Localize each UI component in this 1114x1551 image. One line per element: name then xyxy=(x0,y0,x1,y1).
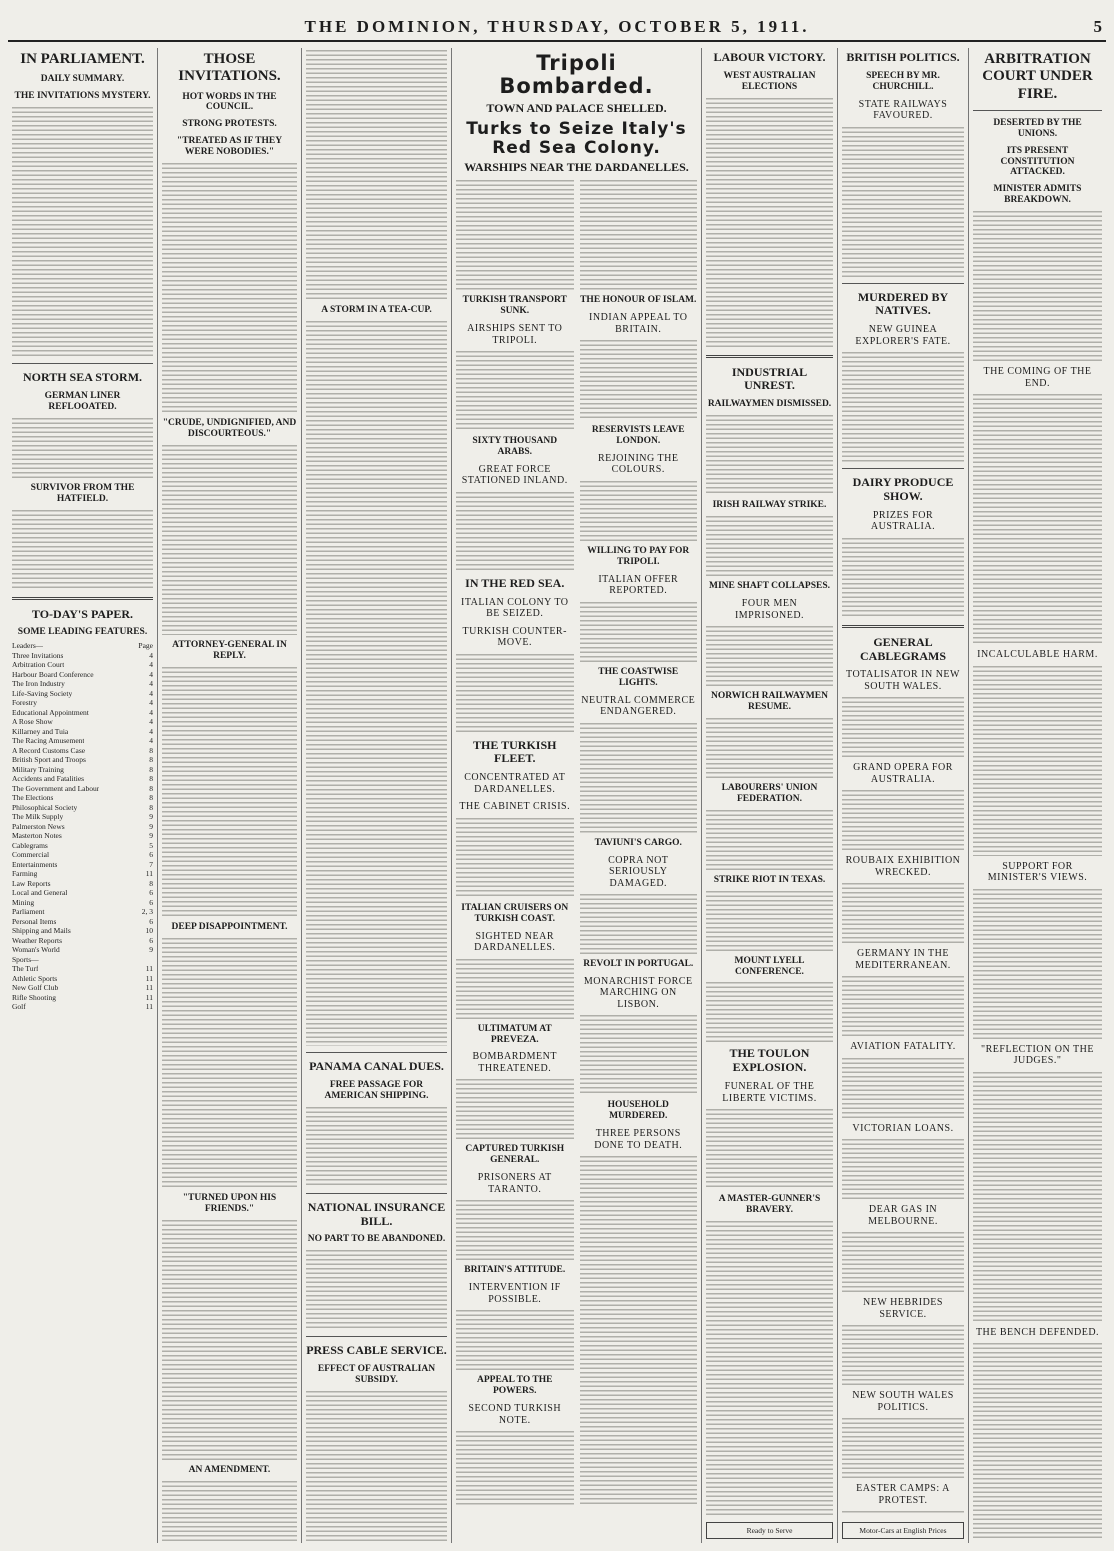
contents-page: 11 xyxy=(145,983,153,993)
subhead-rejoining: REJOINING THE COLOURS. xyxy=(598,452,679,476)
column-7 xyxy=(969,48,1106,1543)
subhead-intervention: INTERVENTION IF POSSIBLE. xyxy=(468,1282,561,1305)
article-text xyxy=(306,50,447,300)
headline-todays-paper: TO-DAY'S PAPER. xyxy=(31,606,134,621)
article-text xyxy=(306,321,447,1046)
article-text xyxy=(842,790,964,850)
subhead-three-persons: THREE PERSONS DONE TO DEATH. xyxy=(594,1128,683,1151)
subhead-survivor: SURVIVOR FROM THE HATFIELD. xyxy=(30,482,135,504)
contents-page: 11 xyxy=(145,1002,153,1012)
subhead-counter-move: TURKISH COUNTER-MOVE. xyxy=(462,625,567,649)
contents-title: Arbitration Court xyxy=(12,660,65,670)
subhead-second-note: SECOND TURKISH NOTE. xyxy=(468,1403,562,1426)
contents-page: 4 xyxy=(149,660,153,670)
subhead-colony-seized: ITALIAN COLONY TO BE SEIZED. xyxy=(460,596,569,620)
subhead-britains-attitude: BRITAIN'S ATTITUDE. xyxy=(464,1265,566,1276)
contents-row xyxy=(12,993,153,1003)
subhead-strong-protests: STRONG PROTESTS. xyxy=(182,119,277,130)
subhead-german-liner: GERMAN LINER REFLOOATED. xyxy=(44,390,121,412)
headline-murdered-natives: MURDERED BY NATIVES. xyxy=(857,289,949,318)
subhead-airships: AIRSHIPS SENT TO TRIPOLI. xyxy=(467,323,563,346)
subhead-sighted: SIGHTED NEAR DARDANELLES. xyxy=(474,930,556,954)
contents-title: Military Training xyxy=(12,764,64,774)
contents-row xyxy=(12,651,153,661)
contents-page: 11 xyxy=(145,964,153,974)
subhead-hot-words: HOT WORDS IN THE COUNCIL. xyxy=(182,91,277,113)
contents-list xyxy=(12,641,153,1543)
subhead-aviation: AVIATION FATALITY. xyxy=(850,1041,956,1053)
subhead-free-passage: FREE PASSAGE FOR AMERICAN SHIPPING. xyxy=(324,1080,429,1101)
article-text xyxy=(162,163,297,413)
contents-title: The Turf xyxy=(12,964,39,974)
subhead-dear-gas: DEAR GAS IN MELBOURNE. xyxy=(868,1204,938,1227)
subhead-leading-features: SOME LEADING FEATURES. xyxy=(17,627,148,638)
contents-row xyxy=(12,717,153,727)
contents-row xyxy=(12,698,153,708)
article-text xyxy=(973,1343,1102,1541)
subhead-totalisator: TOTALISATOR IN NEW SOUTH WALES. xyxy=(846,669,960,692)
article-text xyxy=(706,516,833,576)
subhead-strike-texas: STRIKE RIOT IN TEXAS. xyxy=(713,874,826,885)
subhead-mine-shaft: MINE SHAFT COLLAPSES. xyxy=(709,581,830,592)
contents-page: 8 xyxy=(149,783,153,793)
article-text xyxy=(580,723,698,833)
article-text xyxy=(842,976,964,1036)
contents-title: Local and General xyxy=(12,888,68,898)
contents-row xyxy=(12,822,153,832)
article-text xyxy=(842,538,964,618)
contents-page: 2, 3 xyxy=(141,907,153,917)
article-text xyxy=(842,1418,964,1478)
headline-tripoli-bombarded: Tripoli Bombarded. xyxy=(499,51,654,99)
article-text xyxy=(706,718,833,778)
article-text xyxy=(842,1139,964,1199)
contents-page: 8 xyxy=(149,755,153,765)
subhead-turned-upon-friends: "TURNED UPON HIS FRIENDS." xyxy=(182,1192,277,1214)
article-text xyxy=(580,340,698,420)
contents-row xyxy=(12,860,153,870)
subhead-four-men: FOUR MEN IMPRISONED. xyxy=(734,598,805,621)
contents-page: 8 xyxy=(149,802,153,812)
headline-british-politics: BRITISH POLITICS. xyxy=(846,50,960,64)
article-text xyxy=(456,654,574,734)
contents-row xyxy=(12,898,153,908)
page-columns xyxy=(8,48,1106,1543)
contents-row xyxy=(12,955,153,965)
article-text xyxy=(456,1079,574,1139)
subhead-appeal-powers: APPEAL TO THE POWERS. xyxy=(477,1375,553,1397)
contents-page: 6 xyxy=(149,888,153,898)
contents-row xyxy=(12,917,153,927)
article-text xyxy=(706,891,833,951)
article-text xyxy=(162,1220,297,1461)
contents-page: 9 xyxy=(149,945,153,955)
masthead-title: THE DOMINION, THURSDAY, OCTOBER 5, 1911. xyxy=(304,17,810,36)
headline-turks-seize-colony: Turks to Seize Italy's Red Sea Colony. xyxy=(466,118,687,158)
contents-title: Farming xyxy=(12,869,38,879)
article-text xyxy=(842,1325,964,1385)
contents-title: Leaders— xyxy=(12,641,44,651)
article-text xyxy=(973,1072,1102,1322)
article-text xyxy=(842,883,964,943)
subhead-incalculable-harm: INCALCULABLE HARM. xyxy=(977,649,1098,661)
contents-title: British Sport and Troops xyxy=(12,755,86,765)
contents-page: 6 xyxy=(149,897,153,907)
article-text xyxy=(580,1156,698,1506)
article-text xyxy=(973,211,1102,361)
contents-row xyxy=(12,803,153,813)
subhead-attorney-reply: ATTORNEY-GENERAL IN REPLY. xyxy=(172,639,287,661)
subhead-town-palace-shelled: TOWN AND PALACE SHELLED. xyxy=(486,101,667,116)
subhead-crude: "CRUDE, UNDIGNIFIED, AND DISCOURTEOUS." xyxy=(162,418,297,440)
contents-row xyxy=(12,983,153,993)
contents-row xyxy=(12,670,153,680)
article-text xyxy=(842,352,964,462)
article-text xyxy=(580,180,698,290)
subhead-cruisers: ITALIAN CRUISERS ON TURKISH COAST. xyxy=(461,902,569,924)
article-text xyxy=(12,107,153,357)
contents-row xyxy=(12,755,153,765)
contents-title: A Record Customs Case xyxy=(12,745,86,755)
article-text xyxy=(456,1200,574,1260)
subhead-concentrated: CONCENTRATED AT DARDANELLES. xyxy=(464,772,566,795)
contents-page: Page xyxy=(138,641,153,651)
subhead-irish-strike: IRISH RAILWAY STRIKE. xyxy=(712,500,827,511)
article-text xyxy=(306,1107,447,1187)
contents-row xyxy=(12,974,153,984)
subhead-norwich: NORWICH RAILWAYMEN RESUME. xyxy=(711,691,828,712)
article-text xyxy=(706,1221,833,1516)
article-text xyxy=(706,982,833,1042)
contents-page: 4 xyxy=(149,650,153,660)
article-text xyxy=(456,1310,574,1370)
article-text xyxy=(842,1511,964,1516)
article-text xyxy=(580,481,698,541)
article-text xyxy=(456,1431,574,1506)
article-text xyxy=(842,127,964,277)
subhead-monarchist: MONARCHIST FORCE MARCHING ON LISBON. xyxy=(583,975,693,1010)
contents-row xyxy=(12,964,153,974)
article-text xyxy=(706,810,833,870)
article-text xyxy=(973,394,1102,644)
contents-page: 11 xyxy=(145,869,153,879)
contents-row xyxy=(12,774,153,784)
subhead-easter-camps: EASTER CAMPS: A PROTEST. xyxy=(856,1483,950,1506)
contents-title: Philosophical Society xyxy=(12,802,78,812)
article-text xyxy=(162,1481,297,1541)
contents-title: Accidents and Fatalities xyxy=(12,774,85,784)
article-text xyxy=(306,1250,447,1330)
subhead-germany-med: GERMANY IN THE MEDITERRANEAN. xyxy=(855,948,951,971)
contents-title: New Golf Club xyxy=(12,983,59,993)
contents-page: 8 xyxy=(149,793,153,803)
contents-row xyxy=(12,879,153,889)
article-text xyxy=(706,98,833,348)
contents-title: The Racing Amusement xyxy=(12,736,85,746)
contents-row xyxy=(12,746,153,756)
contents-page: 4 xyxy=(149,717,153,727)
article-text xyxy=(580,894,698,954)
contents-page: 9 xyxy=(149,821,153,831)
subhead-nsw-politics: NEW SOUTH WALES POLITICS. xyxy=(852,1390,954,1413)
subhead-master-gunner: A MASTER-GUNNER'S BRAVERY. xyxy=(718,1194,821,1215)
contents-row xyxy=(12,689,153,699)
contents-title: Athletic Sports xyxy=(12,973,58,983)
subhead-liberte: FUNERAL OF THE LIBERTE VICTIMS. xyxy=(722,1081,817,1104)
subhead-transport-sunk: TURKISH TRANSPORT SUNK. xyxy=(462,295,567,317)
contents-page: 4 xyxy=(149,698,153,708)
contents-row xyxy=(12,1002,153,1012)
contents-page: 6 xyxy=(149,850,153,860)
subhead-australian-subsidy: EFFECT OF AUSTRALIAN SUBSIDY. xyxy=(317,1364,436,1386)
subhead-coming-end: THE COMING OF THE END. xyxy=(983,366,1092,389)
contents-title: Golf xyxy=(12,1002,26,1012)
contents-title: Life-Saving Society xyxy=(12,688,73,698)
subhead-coastwise: THE COASTWISE LIGHTS. xyxy=(598,666,679,688)
contents-row xyxy=(12,793,153,803)
contents-title: A Rose Show xyxy=(12,717,53,727)
contents-title: Commercial xyxy=(12,850,50,860)
subhead-reservists: RESERVISTS LEAVE LONDON. xyxy=(591,425,685,446)
subhead-deserted-unions: DESERTED BY THE UNIONS. xyxy=(993,117,1082,139)
contents-row xyxy=(12,936,153,946)
subhead-grand-opera: GRAND OPERA FOR AUSTRALIA. xyxy=(853,762,953,785)
headline-industrial-unrest: INDUSTRIAL UNREST. xyxy=(731,364,808,393)
contents-row xyxy=(12,727,153,737)
advertisement: Ready to Serve xyxy=(706,1522,833,1539)
headline-toulon: THE TOULON EXPLOSION. xyxy=(729,1046,810,1075)
contents-page: 4 xyxy=(149,669,153,679)
contents-page: 4 xyxy=(149,736,153,746)
subhead-labourers-union: LABOURERS' UNION FEDERATION. xyxy=(721,782,818,804)
contents-page: 4 xyxy=(149,688,153,698)
contents-title: Woman's World xyxy=(12,945,60,955)
contents-row xyxy=(12,907,153,917)
subhead-taviunis-cargo: TAVIUNI'S CARGO. xyxy=(594,837,682,848)
subhead-prizes: PRIZES FOR AUSTRALIA. xyxy=(870,509,936,533)
contents-page: 8 xyxy=(149,745,153,755)
subhead-copra: COPRA NOT SERIOUSLY DAMAGED. xyxy=(608,854,669,889)
subhead-nobodies-quote: "TREATED AS IF THEY WERE NOBODIES." xyxy=(176,136,283,158)
article-text xyxy=(306,1391,447,1541)
article-text xyxy=(842,1232,964,1292)
article-text xyxy=(842,1058,964,1118)
article-text xyxy=(456,351,574,431)
contents-row xyxy=(12,660,153,670)
subhead-ultimatum: ULTIMATUM AT PREVEZA. xyxy=(477,1023,552,1045)
contents-title: The Government and Labour xyxy=(12,783,100,793)
contents-title: Weather Reports xyxy=(12,935,63,945)
contents-title: The Milk Supply xyxy=(12,812,64,822)
subhead-prisoners: PRISONERS AT TARANTO. xyxy=(477,1172,552,1195)
contents-title: Shipping and Mails xyxy=(12,926,71,936)
article-text xyxy=(162,667,297,917)
advertisement: Motor-Cars at English Prices xyxy=(842,1522,964,1539)
subhead-offer-reported: ITALIAN OFFER REPORTED. xyxy=(598,573,679,597)
contents-title: The Iron Industry xyxy=(12,679,65,689)
headline-national-insurance: NATIONAL INSURANCE BILL. xyxy=(307,1199,446,1228)
article-text xyxy=(12,418,153,478)
contents-title: The Elections xyxy=(12,793,54,803)
contents-row xyxy=(12,736,153,746)
article-text xyxy=(456,180,574,290)
contents-row xyxy=(12,869,153,879)
subhead-support-minister: SUPPORT FOR MINISTER'S VIEWS. xyxy=(987,860,1088,884)
contents-title: Entertainments xyxy=(12,859,58,869)
subhead-victorian-loans: VICTORIAN LOANS. xyxy=(852,1122,954,1134)
subhead-mount-lyell: MOUNT LYELL CONFERENCE. xyxy=(734,955,805,977)
contents-row xyxy=(12,765,153,775)
subhead-deep-disappointment: DEEP DISAPPOINTMENT. xyxy=(171,921,288,932)
column-3 xyxy=(302,48,452,1543)
subhead-bombardment: BOMBARDMENT THREATENED. xyxy=(472,1051,557,1074)
contents-page: 11 xyxy=(145,973,153,983)
contents-title: Parliament xyxy=(12,907,45,917)
contents-page: 7 xyxy=(149,859,153,869)
contents-title: Cablegrams xyxy=(12,840,48,850)
subhead-invitations-mystery: THE INVITATIONS MYSTERY. xyxy=(14,91,151,102)
headline-in-parliament: IN PARLIAMENT. xyxy=(20,51,145,67)
subhead-west-australian: WEST AUSTRALIAN ELECTIONS xyxy=(723,70,816,92)
contents-page: 6 xyxy=(149,916,153,926)
contents-page: 8 xyxy=(149,774,153,784)
contents-title: Mining xyxy=(12,897,35,907)
headline-those-invitations: THOSE INVITATIONS. xyxy=(178,51,281,85)
article-text xyxy=(973,666,1102,856)
subhead-minister-breakdown: MINISTER ADMITS BREAKDOWN. xyxy=(993,184,1082,206)
subhead-captured-general: CAPTURED TURKISH GENERAL. xyxy=(465,1144,565,1166)
contents-row xyxy=(12,784,153,794)
subhead-warships-dardanelles: WARSHIPS NEAR THE DARDANELLES. xyxy=(464,160,689,175)
contents-page: 6 xyxy=(149,935,153,945)
column-4 xyxy=(452,48,702,1543)
subhead-cabinet-crisis: THE CABINET CRISIS. xyxy=(459,801,571,813)
subhead-amendment: AN AMENDMENT. xyxy=(188,1465,271,1476)
contents-title: Palmerston News xyxy=(12,821,65,831)
subhead-indian-appeal: INDIAN APPEAL TO BRITAIN. xyxy=(589,312,688,335)
contents-page: 4 xyxy=(149,679,153,689)
subhead-bench-defended: THE BENCH DEFENDED. xyxy=(975,1326,1100,1338)
contents-page: 8 xyxy=(149,764,153,774)
article-text xyxy=(12,510,153,590)
column-5 xyxy=(702,48,838,1543)
article-text xyxy=(706,1109,833,1189)
subhead-red-sea: IN THE RED SEA. xyxy=(465,575,565,590)
article-text xyxy=(162,445,297,635)
headline-arbitration-court: ARBITRATION COURT UNDER FIRE. xyxy=(982,51,1093,102)
article-text xyxy=(842,697,964,757)
subhead-honour-islam: THE HONOUR OF ISLAM. xyxy=(580,295,697,306)
column-2 xyxy=(158,48,302,1543)
subhead-constitution-attacked: ITS PRESENT CONSTITUTION ATTACKED. xyxy=(1000,145,1075,178)
contents-title: Rifle Shooting xyxy=(12,992,56,1002)
subhead-household: HOUSEHOLD MURDERED. xyxy=(607,1100,669,1122)
article-text xyxy=(456,818,574,898)
article-text xyxy=(456,492,574,572)
contents-row xyxy=(12,708,153,718)
contents-page: 9 xyxy=(149,812,153,822)
contents-page: 4 xyxy=(149,726,153,736)
page-number: 5 xyxy=(1093,17,1102,36)
headline-press-cable: PRESS CABLE SERVICE. xyxy=(306,1343,447,1358)
contents-row xyxy=(12,888,153,898)
subhead-churchill: SPEECH BY MR. CHURCHILL. xyxy=(866,70,940,92)
headline-labour-victory: LABOUR VICTORY. xyxy=(713,50,826,64)
subhead-sixty-thousand: SIXTY THOUSAND ARABS. xyxy=(472,436,558,457)
subhead-storm-teacup: A STORM IN A TEA-CUP. xyxy=(321,305,432,315)
contents-row xyxy=(12,812,153,822)
subhead-revolt-portugal: REVOLT IN PORTUGAL. xyxy=(583,959,694,970)
contents-title: Personal Items xyxy=(12,916,57,926)
contents-page: 9 xyxy=(149,831,153,841)
subhead-railwaymen: RAILWAYMEN DISMISSED. xyxy=(707,399,832,410)
contents-page: 10 xyxy=(145,926,153,936)
contents-title: Educational Appointment xyxy=(12,707,89,717)
subhead-neutral: NEUTRAL COMMERCE ENDANGERED. xyxy=(581,694,696,718)
masthead xyxy=(8,8,1106,42)
article-text xyxy=(580,602,698,662)
contents-page: 4 xyxy=(149,707,153,717)
contents-title: Killarney and Tuia xyxy=(12,726,69,736)
contents-title: Three Invitations xyxy=(12,650,64,660)
contents-row xyxy=(12,831,153,841)
subhead-no-part: NO PART TO BE ABANDONED. xyxy=(307,1234,446,1245)
headline-north-sea-storm: NORTH SEA STORM. xyxy=(22,370,143,385)
column-6 xyxy=(838,48,969,1543)
contents-row xyxy=(12,926,153,936)
contents-title: Harbour Board Conference xyxy=(12,669,94,679)
subhead-great-force: GREAT FORCE STATIONED INLAND. xyxy=(461,463,568,487)
article-text xyxy=(706,415,833,495)
contents-title: Law Reports xyxy=(12,878,51,888)
headline-dairy-show: DAIRY PRODUCE SHOW. xyxy=(852,475,954,504)
article-text xyxy=(456,959,574,1019)
contents-row xyxy=(12,850,153,860)
contents-row xyxy=(12,841,153,851)
contents-title: Forestry xyxy=(12,698,37,708)
contents-page: 5 xyxy=(149,840,153,850)
subhead-willing-pay: WILLING TO PAY FOR TRIPOLI. xyxy=(587,545,690,567)
article-text xyxy=(580,1015,698,1095)
headline-general-cablegrams: GENERAL CABLEGRAMS xyxy=(859,634,946,663)
contents-title: Sports— xyxy=(12,954,39,964)
contents-row xyxy=(12,679,153,689)
article-text xyxy=(706,626,833,686)
contents-row xyxy=(12,945,153,955)
headline-panama-canal: PANAMA CANAL DUES. xyxy=(309,1059,444,1074)
subhead-explorer: NEW GUINEA EXPLORER'S FATE. xyxy=(855,324,951,347)
subhead-reflection-judges: "REFLECTION ON THE JUDGES." xyxy=(981,1043,1094,1067)
subhead-new-hebrides: NEW HEBRIDES SERVICE. xyxy=(863,1297,943,1320)
subhead-turkish-fleet: THE TURKISH FLEET. xyxy=(473,737,557,766)
column-1 xyxy=(8,48,158,1543)
contents-title: Masterton Notes xyxy=(12,831,62,841)
contents-page: 8 xyxy=(149,878,153,888)
subhead-roubaix: ROUBAIX EXHIBITION WRECKED. xyxy=(845,855,961,878)
article-text xyxy=(162,938,297,1188)
article-text xyxy=(973,889,1102,1039)
subhead-daily-summary: DAILY SUMMARY. xyxy=(40,74,125,85)
contents-row xyxy=(12,641,153,651)
subhead-state-railways: STATE RAILWAYS FAVOURED. xyxy=(858,98,948,122)
contents-page: 11 xyxy=(145,992,153,1002)
